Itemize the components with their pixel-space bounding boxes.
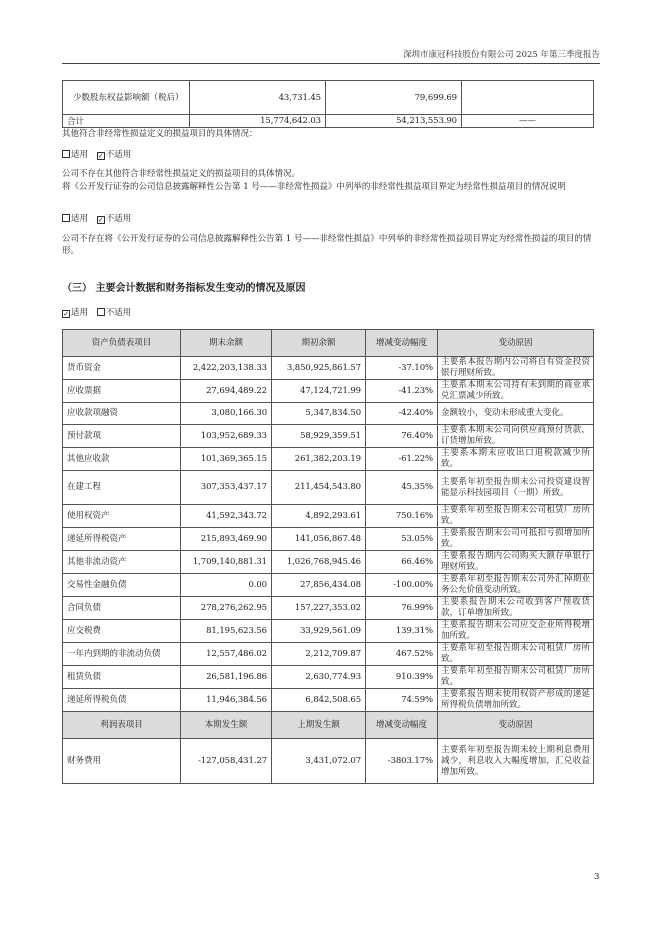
reason-cell: 主要系本报告期内公司将自有资金投资银行理财所致。	[438, 357, 594, 380]
reason-cell: 主要系报告期内公司购买大额存单银行理财所致。	[438, 551, 594, 574]
end-balance-cell: 41,592,343.72	[181, 505, 272, 528]
change-rate-cell: 910.39%	[366, 666, 438, 689]
end-balance-cell: 12,557,486.02	[181, 643, 272, 666]
col-header-reason: 变动原因	[438, 712, 594, 739]
end-balance-cell: 101,369,365.15	[181, 448, 272, 471]
change-rate-cell: 66.46%	[366, 551, 438, 574]
end-balance-cell: 81,195,623.56	[181, 620, 272, 643]
change-rate-cell: -37.10%	[366, 357, 438, 380]
col-header-reason: 变动原因	[438, 330, 594, 357]
begin-balance-cell: 211,454,543.80	[272, 471, 366, 505]
reason-cell: 主要系本期末公司持有未到期的商业承兑汇票减少所致。	[438, 380, 594, 403]
end-balance-cell: 0.00	[181, 574, 272, 597]
change-rate-cell: 139.31%	[366, 620, 438, 643]
table-row	[63, 620, 594, 643]
balance-table-body	[63, 357, 594, 712]
note-cell: ——	[462, 115, 594, 128]
option-applicable: 适用	[71, 150, 89, 160]
change-rate-cell: 76.99%	[366, 597, 438, 620]
item-cell: 交易性金融负债	[63, 574, 181, 597]
item-cell: 递延所得税资产	[63, 528, 181, 551]
checkbox-checked-icon: ✓	[97, 216, 104, 224]
col-header-change: 增减变动幅度	[366, 712, 438, 739]
begin-balance-cell: 58,929,359.51	[272, 425, 366, 448]
end-balance-cell: 103,952,689.33	[181, 425, 272, 448]
table-row	[63, 528, 594, 551]
item-cell: 使用权资产	[63, 505, 181, 528]
end-balance-cell: 27,694,489.22	[181, 380, 272, 403]
checkbox-line	[62, 149, 131, 161]
reason-cell: 金额较小，变动未形成重大变化。	[438, 403, 594, 425]
reason-cell: 主要系报告期末使用权资产形成的递延所得税负债增加所致。	[438, 689, 594, 712]
reason-cell: 主要系本期末应收出口退税款减少所致。	[438, 448, 594, 471]
item-cell: 合同负债	[63, 597, 181, 620]
change-rate-cell: -42.40%	[366, 403, 438, 425]
current-period-value: 43,731.45	[190, 81, 326, 115]
prior-amount-cell: 3,431,072.07	[272, 739, 366, 784]
option-not-applicable: 不适用	[105, 308, 132, 318]
table-row	[63, 666, 594, 689]
reason-cell: 主要系年初至报告期末公司外汇掉期业务公允价值变动所致。	[438, 574, 594, 597]
item-cell: 一年内到期的非流动负债	[63, 643, 181, 666]
checkbox-unchecked-icon	[62, 150, 70, 158]
item-cell: 应收款项融资	[63, 403, 181, 425]
change-rate-cell: 76.40%	[366, 425, 438, 448]
item-cell: 应交税费	[63, 620, 181, 643]
reason-cell: 主要系报告期末公司应交企业所得税增加所致。	[438, 620, 594, 643]
ytd-value: 79,699.69	[326, 81, 462, 115]
end-balance-cell: 11,946,384.56	[181, 689, 272, 712]
checkbox-unchecked-icon	[62, 214, 70, 222]
table-row	[63, 739, 594, 784]
col-header-change: 增减变动幅度	[366, 330, 438, 357]
begin-balance-cell: 157,227,353.02	[272, 597, 366, 620]
table-row	[63, 425, 594, 448]
option-applicable: 适用	[71, 308, 89, 318]
begin-balance-cell: 141,056,867.48	[272, 528, 366, 551]
end-balance-cell: 1,709,140,881.31	[181, 551, 272, 574]
income-header-row	[63, 712, 594, 739]
change-rate-cell: -3803.17%	[366, 739, 438, 784]
item-cell: 在建工程	[63, 471, 181, 505]
non-recurring-items-table	[62, 80, 594, 128]
item-cell: 财务费用	[63, 739, 181, 784]
item-cell: 应收票据	[63, 380, 181, 403]
begin-balance-cell: 33,929,561.09	[272, 620, 366, 643]
change-rate-cell: 74.59%	[366, 689, 438, 712]
end-balance-cell: 215,893,469.90	[181, 528, 272, 551]
table-row	[63, 115, 594, 128]
row-label: 合计	[63, 115, 190, 128]
reason-cell: 主要系本期末公司向供应商预付货款，订货增加所致。	[438, 425, 594, 448]
table-row	[63, 403, 594, 425]
begin-balance-cell: 5,347,834.50	[272, 403, 366, 425]
option-not-applicable: 不适用	[105, 214, 132, 224]
other-items-statement: 公司不存在其他符合非经常性损益定义的损益项目的具体情况。	[62, 169, 301, 179]
end-balance-cell: 307,353,437.17	[181, 471, 272, 505]
reason-cell: 主要系报告期末公司收到客户预收货款，订单增加所致。	[438, 597, 594, 620]
table-row	[63, 505, 594, 528]
change-rate-cell: 53.05%	[366, 528, 438, 551]
table-row	[63, 357, 594, 380]
item-cell: 预付款项	[63, 425, 181, 448]
page-number: 3	[594, 872, 600, 882]
begin-balance-cell: 6,842,508.65	[272, 689, 366, 712]
reason-cell: 主要系年初至报告期末公司投资建设智能显示科技园项目（一期）所致。	[438, 471, 594, 505]
other-items-intro: 其他符合非经常性损益定义的损益项目的具体情况：	[62, 129, 258, 139]
begin-balance-cell: 27,856,434.08	[272, 574, 366, 597]
table-row	[63, 643, 594, 666]
begin-balance-cell: 2,212,709.87	[272, 643, 366, 666]
item-cell: 货币资金	[63, 357, 181, 380]
checkbox-checked-icon: ✓	[97, 152, 104, 160]
change-rate-cell: 467.52%	[366, 643, 438, 666]
recurring-statement: 公司不存在将《公开发行证券的公司信息披露解释性公告第 1 号——非经常性损益》中列举的非经常性损益项目界定为经常性损益的项目的情形。	[62, 234, 592, 256]
checkbox-unchecked-icon	[97, 308, 105, 316]
reason-cell: 主要系年初至报告期末较上期利息费用减少，利息收入大幅度增加，汇兑收益增加所致。	[438, 739, 594, 784]
section-title: （三） 主要会计数据和财务指标发生变动的情况及原因	[62, 283, 306, 294]
recurring-intro: 将《公开发行证券的公司信息披露解释性公告第 1 号——非经常性损益》中列举的非经常性损益项目界定为经常性损益项目的情况说明	[62, 182, 566, 192]
table-row	[63, 448, 594, 471]
table-row	[63, 689, 594, 712]
table-row	[63, 380, 594, 403]
table-row	[63, 597, 594, 620]
change-rate-cell: -61.22%	[366, 448, 438, 471]
col-header-end: 期末余额	[181, 330, 272, 357]
end-balance-cell: 2,422,203,138.33	[181, 357, 272, 380]
reason-cell: 主要系报告期末公司可抵扣亏损增加所致。	[438, 528, 594, 551]
item-cell: 其他非流动资产	[63, 551, 181, 574]
begin-balance-cell: 1,026,768,945.46	[272, 551, 366, 574]
current-period-value: 15,774,642.03	[190, 115, 326, 128]
item-cell: 递延所得税负债	[63, 689, 181, 712]
table-row	[63, 471, 594, 505]
checkbox-line	[62, 307, 131, 319]
header-divider	[62, 63, 600, 64]
table-row	[63, 81, 594, 115]
end-balance-cell: 3,080,166.30	[181, 403, 272, 425]
end-balance-cell: 26,581,196.86	[181, 666, 272, 689]
ytd-value: 54,213,553.90	[326, 115, 462, 128]
item-cell: 其他应收款	[63, 448, 181, 471]
begin-balance-cell: 47,124,721.99	[272, 380, 366, 403]
begin-balance-cell: 4,892,293.61	[272, 505, 366, 528]
col-header-item: 资产负债表项目	[63, 330, 181, 357]
end-balance-cell: 278,276,262.95	[181, 597, 272, 620]
balance-header-row	[63, 330, 594, 357]
row-label: 少数股东权益影响额（税后）	[63, 81, 190, 115]
income-table-body	[63, 712, 594, 784]
col-header-current: 本期发生额	[181, 712, 272, 739]
col-header-prior: 上期发生额	[272, 712, 366, 739]
begin-balance-cell: 2,630,774.93	[272, 666, 366, 689]
report-header: 深圳市康冠科技股份有限公司 2025 年第三季度报告	[402, 50, 600, 60]
change-rate-cell: 45.35%	[366, 471, 438, 505]
col-header-begin: 期初余额	[272, 330, 366, 357]
checkbox-line	[62, 213, 131, 225]
begin-balance-cell: 3,850,925,861.57	[272, 357, 366, 380]
current-amount-cell: -127,058,431.27	[181, 739, 272, 784]
change-rate-cell: -41.23%	[366, 380, 438, 403]
checkbox-checked-icon: ✓	[63, 310, 69, 318]
option-applicable: 适用	[71, 214, 89, 224]
reason-cell: 主要系年初至报告期末公司租赁厂房所致。	[438, 643, 594, 666]
option-not-applicable: 不适用	[105, 150, 132, 160]
change-rate-cell: -100.00%	[366, 574, 438, 597]
item-cell: 租赁负债	[63, 666, 181, 689]
change-rate-cell: 750.16%	[366, 505, 438, 528]
begin-balance-cell: 261,382,203.19	[272, 448, 366, 471]
reason-cell: 主要系年初至报告期末公司租赁厂房所致。	[438, 666, 594, 689]
table-row	[63, 574, 594, 597]
table-row	[63, 551, 594, 574]
col-header-item: 利润表项目	[63, 712, 181, 739]
note-cell	[462, 81, 594, 115]
reason-cell: 主要系年初至报告期末公司租赁厂房所致。	[438, 505, 594, 528]
financial-changes-table	[62, 329, 594, 784]
